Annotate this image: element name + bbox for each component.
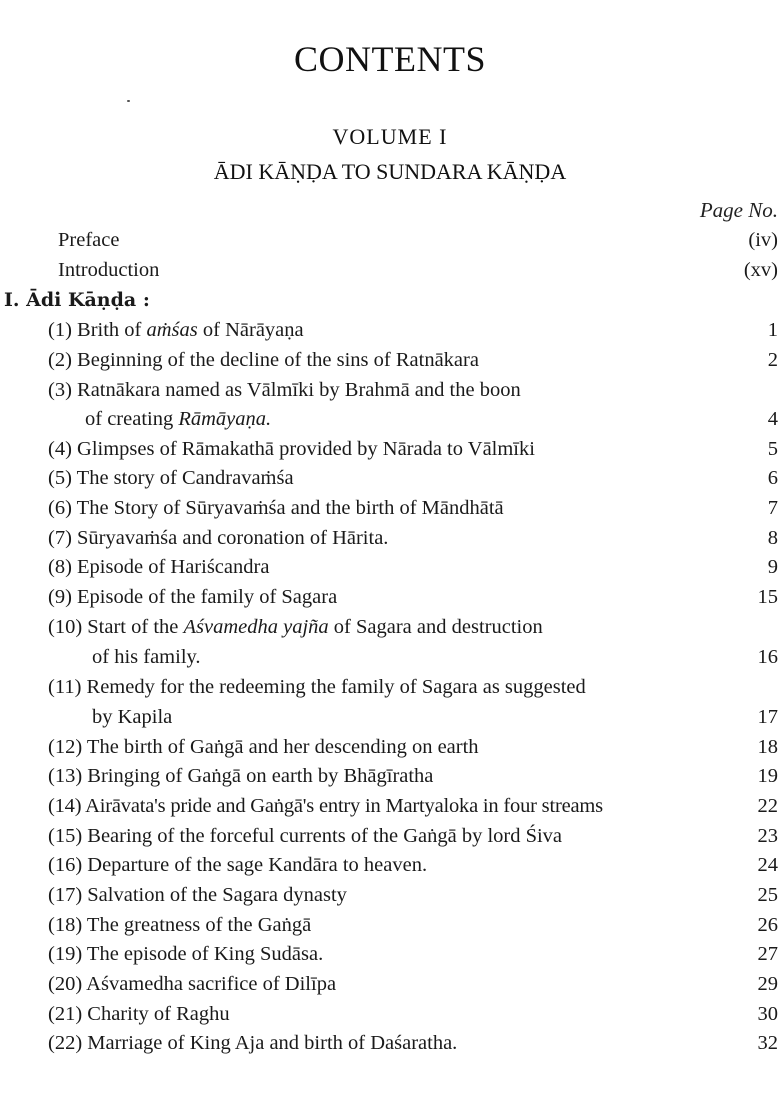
toc-page: (iv)	[748, 229, 778, 251]
toc-entry-continuation	[0, 643, 780, 673]
toc-entry	[0, 673, 780, 703]
toc-page: 17	[757, 706, 778, 728]
toc-entry	[0, 435, 780, 465]
entry-number: (13)	[48, 765, 83, 787]
toc-page: (xv)	[743, 259, 778, 281]
toc-row-preface	[0, 226, 780, 256]
entry-text: The Story of Sūryavaṁśa and the birth of Māndhātā	[76, 497, 504, 519]
entry-number: (17)	[48, 884, 83, 906]
page-title: CONTENTS	[294, 39, 486, 79]
toc-entry	[0, 613, 780, 643]
toc-entry	[0, 346, 780, 376]
entry-text: Episode of Hariścandra	[77, 556, 270, 578]
toc-page: 9	[767, 556, 778, 578]
page-number-header: Page No.	[699, 198, 778, 222]
entry-number: (6)	[48, 497, 72, 519]
entry-number: (11)	[48, 676, 82, 698]
entry-text: of Sagara and destruction	[328, 616, 543, 638]
section-heading	[0, 286, 780, 316]
section-label: I. Ādi Kāṇḍa :	[4, 289, 150, 311]
entry-text: Marriage of King Aja and birth of Daśaratha.	[87, 1032, 458, 1054]
entry-text: Beginning of the decline of the sins of Ratnākara	[77, 349, 479, 371]
toc-page: 29	[757, 973, 778, 995]
entry-text: Charity of Raghu	[87, 1003, 230, 1025]
toc-label: Preface	[58, 229, 120, 251]
entry-number: (15)	[48, 825, 83, 847]
volume-heading: VOLUME I	[332, 124, 448, 149]
entry-text: Bringing of Gaṅgā on earth by Bhāgīratha	[87, 765, 434, 787]
toc-entry	[0, 376, 780, 406]
toc-page: 6	[767, 467, 778, 489]
entry-italic: aṁśas	[146, 319, 198, 341]
toc-page: 26	[757, 914, 778, 936]
entry-number: (12)	[48, 736, 83, 758]
entry-text: Glimpses of Rāmakathā provided by Nārada to Vālmīki	[77, 438, 535, 460]
toc-entry	[0, 881, 780, 911]
entry-number: (1)	[48, 319, 72, 341]
entry-text: Episode of the family of Sagara	[77, 586, 338, 608]
entry-text: The story of Candravaṁśa	[76, 467, 294, 489]
toc-entry	[0, 494, 780, 524]
toc-entry	[0, 464, 780, 494]
toc-page: 8	[767, 527, 778, 549]
toc-page: 15	[757, 586, 778, 608]
toc-page: 4	[767, 408, 778, 430]
toc-entry	[0, 762, 780, 792]
toc-entry	[0, 911, 780, 941]
entry-italic: Aśvamedha yajña	[183, 616, 329, 638]
entry-number: (8)	[48, 556, 72, 578]
toc-entry	[0, 524, 780, 554]
entry-text: The greatness of the Gaṅgā	[86, 914, 312, 936]
entry-number: (3)	[48, 379, 72, 401]
entry-text: of Nārāyaṇa	[197, 319, 304, 341]
toc-entry	[0, 583, 780, 613]
toc-entry	[0, 553, 780, 583]
entry-number: (10)	[48, 616, 83, 638]
entry-text: Bearing of the forceful currents of the Gaṅgā by lord Śiva	[87, 825, 563, 847]
entry-text: Salvation of the Sagara dynasty	[87, 884, 347, 906]
entry-text: Brith of	[77, 319, 147, 341]
toc-label: Introduction	[58, 259, 160, 281]
entry-number: (2)	[48, 349, 72, 371]
entry-number: (22)	[48, 1032, 83, 1054]
entry-number: (5)	[48, 467, 72, 489]
toc-page: 16	[757, 646, 778, 668]
entry-text: The episode of King Sudāsa.	[86, 943, 324, 965]
toc-entry	[0, 316, 780, 346]
toc-entry-continuation	[0, 405, 780, 435]
entry-text: by Kapila	[92, 706, 173, 728]
entry-text: The birth of Gaṅgā and her descending on earth	[86, 736, 479, 758]
toc-row-introduction	[0, 256, 780, 286]
toc-page: 22	[757, 795, 778, 817]
toc-entry	[0, 792, 780, 822]
toc-entry	[0, 940, 780, 970]
volume-subtitle: ĀDI KĀṆḌA TO SUNDARA KĀṆḌA	[213, 159, 567, 184]
toc-page: 27	[757, 943, 778, 965]
toc-page: 24	[757, 854, 778, 876]
entry-number: (18)	[48, 914, 83, 936]
toc-entry	[0, 1000, 780, 1030]
entry-text: of creating	[85, 408, 179, 430]
toc-page: 25	[757, 884, 778, 906]
toc-page: 32	[757, 1032, 778, 1054]
toc-page: 5	[767, 438, 778, 460]
toc-entry	[0, 851, 780, 881]
toc-entry	[0, 970, 780, 1000]
toc-page: 23	[757, 825, 778, 847]
entry-number: (20)	[48, 973, 83, 995]
entry-number: (14)	[48, 795, 82, 817]
entry-number: (4)	[48, 438, 72, 460]
toc-entry	[0, 733, 780, 763]
toc-entry-continuation	[0, 703, 780, 733]
entry-number: (9)	[48, 586, 72, 608]
toc-page: 30	[757, 1003, 778, 1025]
entry-number: (21)	[48, 1003, 83, 1025]
entry-text: Ratnākara named as Vālmīki by Brahmā and the boon	[77, 379, 521, 401]
entry-text: of his family.	[92, 646, 201, 668]
entry-text: Aśvamedha sacrifice of Dilīpa	[86, 973, 337, 995]
entry-number: (7)	[48, 527, 72, 549]
toc-page: 1	[767, 319, 778, 341]
entry-text: Sūryavaṁśa and coronation of Hārita.	[77, 527, 389, 549]
toc-page: 19	[757, 765, 778, 787]
toc-page: 7	[767, 497, 778, 519]
toc-page: 2	[767, 349, 778, 371]
entry-text: Departure of the sage Kandāra to heaven.	[87, 854, 428, 876]
scan-speck	[127, 100, 130, 102]
toc-entry	[0, 822, 780, 852]
toc-entry	[0, 1029, 780, 1059]
entry-italic: Rāmāyaṇa.	[178, 408, 272, 430]
entry-text: Remedy for the redeeming the family of Sagara as suggested	[86, 676, 586, 698]
entry-text: Airāvata's pride and Gaṅgā's entry in Martyaloka in four streams	[85, 795, 603, 817]
entry-number: (16)	[48, 854, 83, 876]
entry-text: Start of the	[87, 616, 184, 638]
toc-page: 18	[757, 736, 778, 758]
entry-number: (19)	[48, 943, 83, 965]
